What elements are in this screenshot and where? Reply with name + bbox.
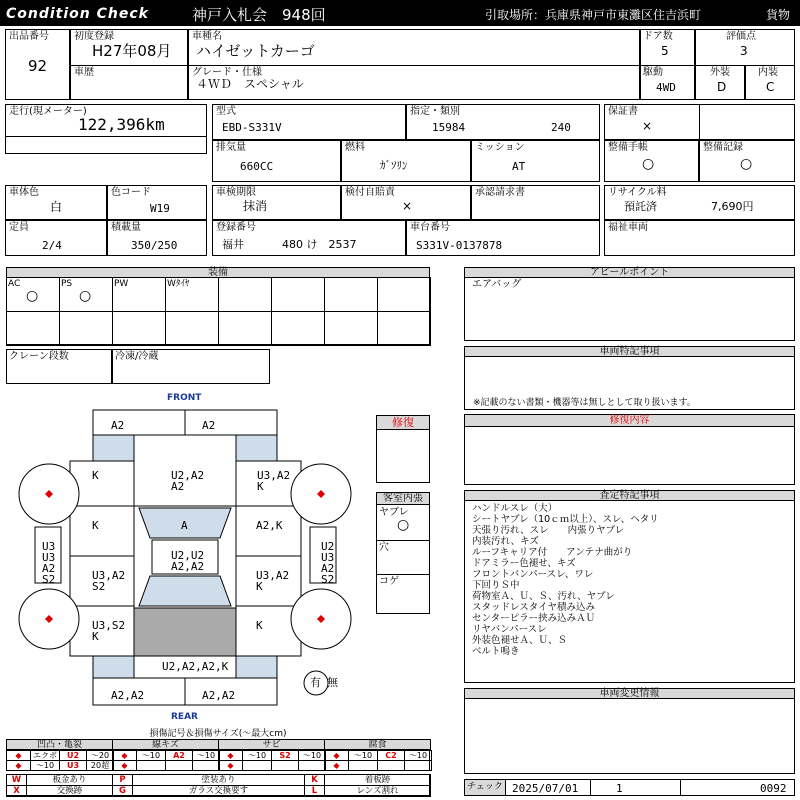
cabin-hole-label: 穴: [379, 542, 389, 553]
capacity-label: 定員: [9, 222, 29, 233]
warranty-value: ×: [642, 119, 653, 133]
score-value: 3: [740, 44, 748, 58]
grade-value: ４ＷＤ スペシャル: [196, 77, 304, 91]
auction-name: 神戸入札会 948回: [192, 6, 326, 24]
legend-cell: C2: [377, 750, 405, 761]
legend-group-header: サビ: [218, 739, 325, 750]
type-label: 型式: [216, 106, 236, 117]
mark-left-door: K: [92, 519, 99, 532]
legend-cell: ～10: [348, 750, 378, 761]
legend-cell: ◆: [6, 750, 31, 761]
spare-tire-present: 有: [310, 676, 321, 689]
legend-cell: ◆: [6, 760, 31, 771]
mark-bottom-left: A2,A2: [111, 689, 145, 702]
ext-value: D: [717, 80, 727, 94]
inspect-line: ドアミラー色褪せ、キズ: [472, 558, 576, 569]
fuel-label: 燃料: [345, 142, 365, 153]
repair-detail-header: 修復内容: [464, 414, 795, 427]
legend-cell: U3: [59, 760, 87, 771]
legend-pair-cell: レンズ割れ: [324, 785, 431, 797]
legend-pair-cell: 着板跡: [324, 774, 431, 786]
mark-windshield: A: [181, 519, 188, 532]
cabin-header: 客室内張: [376, 492, 430, 505]
mission-label: ミッション: [475, 142, 525, 153]
first-reg-label: 初度登録: [74, 31, 114, 42]
inspection-value: 抹消: [243, 199, 268, 213]
ext-label: 外装: [710, 67, 730, 78]
legend-cell: ～10: [30, 760, 60, 771]
inspection-label: 車検期限: [216, 187, 256, 198]
crane-label: クレーン段数: [9, 351, 69, 362]
legend-cell: A2: [165, 750, 193, 761]
mark-left-rear: U3,S2 K: [92, 619, 126, 643]
legend-cell: ◆: [324, 750, 349, 761]
legend-pair-cell: 板金あり: [26, 774, 113, 786]
inspect-line: センターピラー挟み込みＡＵ: [472, 613, 596, 624]
classification-value: 240: [551, 121, 571, 134]
mark-top-right: A2: [202, 419, 216, 432]
mark-front-right: U3,A2 K: [257, 469, 291, 493]
mark-roof: U2,U2 A2,A2: [171, 549, 205, 573]
inspect-line: リヤバンパースレ: [472, 624, 547, 635]
vehicle-category: 貨物: [766, 8, 791, 22]
score-label: 評価点: [726, 31, 756, 42]
appeal-header: アピールポイント: [464, 267, 795, 278]
int-label: 内装: [758, 67, 778, 78]
inspect-line: ルーフキャリア付 アンテナ曲がり: [472, 547, 633, 558]
check-label: チェック: [464, 779, 506, 796]
legend-cell: [271, 760, 299, 771]
legend-pair-cell: 塗装あり: [132, 774, 305, 786]
recycle-label: リサイクル料: [608, 187, 667, 198]
legend-cell: ◆: [218, 760, 243, 771]
cabin-burn-label: コゲ: [379, 576, 399, 587]
disp-label: 排気量: [216, 142, 246, 153]
legend-cell: ～10: [298, 750, 326, 761]
cabin-divider-2: [376, 574, 430, 575]
mark-bottom-right: A2,A2: [202, 689, 236, 702]
legend-cell: ～20: [86, 750, 114, 761]
legend-cell: ◆: [112, 760, 137, 771]
mark-left-strip: U3 U3 A2 S2: [42, 540, 56, 586]
doors-label: ドア数: [643, 31, 673, 42]
mark-front-left: K: [92, 469, 99, 482]
cabin-divider-1: [376, 540, 430, 541]
inspect-line: 下回りＳ中: [472, 580, 520, 591]
mission-value: AT: [512, 160, 526, 173]
legend-cell: ◆: [324, 760, 349, 771]
change-header: 車両変更情報: [464, 688, 795, 699]
grade-label: グレード・仕様: [192, 67, 262, 78]
service-value: ○: [642, 156, 655, 172]
plate-area: 福井: [222, 238, 244, 251]
legend-title: 損傷記号＆損傷サイズ(～最大cm): [149, 729, 287, 739]
legend-pair-cell: P: [112, 774, 133, 786]
load-label: 積載量: [111, 222, 141, 233]
color-code-label: 色コード: [111, 187, 151, 198]
record-value: ○: [740, 156, 753, 172]
legend-cell: ◆: [218, 750, 243, 761]
check-code: 0092: [760, 782, 787, 795]
inspect-header: 査定特記事項: [464, 490, 795, 501]
recycle-status: 預託済: [624, 200, 657, 213]
plate-label: 登録番号: [216, 222, 256, 233]
equip-ac-mark: ○: [26, 288, 39, 304]
fuel-value: ｶﾞｿﾘﾝ: [380, 159, 408, 172]
capacity-value: 2/4: [42, 239, 62, 252]
appeal-text: エアバッグ: [472, 279, 522, 290]
mileage-value: 122,396km: [78, 115, 165, 134]
drive-value: 4WD: [656, 81, 676, 94]
equip-ps-mark: ○: [79, 288, 92, 304]
repair-detail-box: [464, 426, 795, 485]
liability-label: 検付自賠責: [345, 187, 395, 198]
inspect-line: フロントバンパースレ、ワレ: [472, 569, 594, 580]
legend-group-header: 線キズ: [112, 739, 219, 750]
mark-right-rear: K: [256, 619, 263, 632]
equipment-header: 装備: [6, 267, 430, 278]
load-value: 350/250: [131, 239, 178, 252]
front-label: FRONT: [167, 393, 202, 403]
legend-cell: S2: [271, 750, 299, 761]
footer-div-2: [680, 779, 681, 796]
doors-value: 5: [661, 44, 669, 58]
legend-cell: [298, 760, 326, 771]
record-label: 整備記録: [703, 142, 743, 153]
color-value: 白: [50, 200, 63, 214]
mark-rear-panel: U2,A2,A2,K: [162, 660, 229, 673]
equip-wtire-label: Wﾀｲﾔ: [167, 279, 190, 289]
recycle-fee: 7,690円: [711, 200, 754, 213]
repair-header: 修復: [376, 415, 430, 430]
legend-pair-cell: ガラス交換要す: [132, 785, 305, 797]
change-box: [464, 698, 795, 774]
legend-pair-cell: W: [6, 774, 27, 786]
legend-cell: [192, 760, 220, 771]
rear-label: REAR: [171, 712, 198, 722]
legend-pair-cell: G: [112, 785, 133, 797]
inspect-line: ベルト鳴き: [472, 646, 520, 657]
mark-right-door: A2,K: [256, 519, 283, 532]
first-reg-value: H27年08月: [92, 42, 172, 60]
drive-label: 駆動: [643, 67, 663, 78]
legend-cell: ◆: [112, 750, 137, 761]
lot-label: 出品番号: [9, 31, 49, 42]
legend-pair-cell: X: [6, 785, 27, 797]
mark-right-strip: U2 U3 A2 S2: [321, 540, 335, 586]
history-label: 車歴: [74, 67, 94, 78]
legend-cell: U2: [59, 750, 87, 761]
model-value: ハイゼットカーゴ: [196, 42, 315, 60]
inspect-line: 内装汚れ、キズ: [472, 536, 539, 547]
color-code-value: W19: [150, 202, 170, 215]
equip-ac-label: AC: [8, 279, 21, 289]
notes-footer: ※記載のない書類・機器等は無しとして取り扱います。: [473, 398, 696, 408]
liability-value: ×: [402, 199, 413, 213]
check-date: 2025/07/01: [512, 782, 579, 795]
legend-group-header: 凹凸・亀裂: [6, 739, 113, 750]
legend-pair-cell: 交換跡: [26, 785, 113, 797]
legend-cell: [348, 760, 378, 771]
pickup-location: 引取場所：兵庫県神戸市東灘区住吉浜町: [485, 8, 702, 22]
inspect-line: スタッドレスタイヤ積み込み: [472, 602, 596, 613]
chassis-label: 車台番号: [410, 222, 450, 233]
mark-hood: U2,A2 A2: [171, 469, 205, 493]
legend-cell: ～10: [404, 750, 432, 761]
equip-pw-label: PW: [114, 279, 129, 289]
legend-group-header: 腐食: [324, 739, 431, 750]
cabin-tear-label: ヤブレ: [379, 507, 409, 518]
mileage-label: 走行(現メーター): [9, 106, 87, 117]
notes-header: 車両特記事項: [464, 346, 795, 357]
type-value: EBD-S331V: [222, 121, 282, 134]
welfare-label: 福祉車両: [608, 222, 648, 233]
legend-cell: [404, 760, 432, 771]
inspect-line: シートヤブレ（10ｃｍ以上）、スレ、ヘタリ: [472, 514, 659, 525]
designation-label: 指定・類別: [410, 106, 460, 117]
legend-cell: [136, 760, 166, 771]
legend-cell: エクボ: [30, 750, 60, 761]
legend-cell: ～10: [242, 750, 272, 761]
service-label: 整備手帳: [608, 142, 648, 153]
inspect-lines: [472, 503, 659, 657]
plate-number: 480 け 2537: [282, 238, 357, 251]
disp-value: 660CC: [240, 160, 274, 173]
header-title: Condition Check: [6, 6, 149, 22]
freezer-label: 冷凍/冷蔵: [115, 351, 159, 362]
footer-div-1: [590, 779, 591, 796]
legend-cell: [242, 760, 272, 771]
inspect-line: 外装色褪せＡ、Ｕ、Ｓ: [472, 635, 568, 646]
int-value: C: [766, 80, 775, 94]
legend-cell: ～10: [136, 750, 166, 761]
check-num: 1: [616, 782, 623, 795]
color-label: 車体色: [9, 187, 39, 198]
spare-tire-none: 無: [327, 676, 338, 689]
legend-pair-cell: K: [304, 774, 325, 786]
inspect-line: ハンドルスレ（大）: [472, 503, 558, 514]
model-label: 車種名: [192, 31, 222, 42]
approval-label: 承認請求書: [475, 187, 525, 198]
warranty-label: 保証書: [608, 106, 638, 117]
legend-cell: ～10: [192, 750, 220, 761]
legend-cell: [377, 760, 405, 771]
chassis-value: S331V-0137878: [416, 239, 503, 252]
lot-number: 92: [28, 57, 48, 75]
mark-top-left: A2: [111, 419, 125, 432]
designation-value: 15984: [432, 121, 466, 134]
inspect-line: 荷物室Ａ、Ｕ、Ｓ、汚れ、ヤブレ: [472, 591, 615, 602]
legend-pair-cell: L: [304, 785, 325, 797]
inspect-line: 天張り汚れ、スレ 内張りヤブレ: [472, 525, 625, 536]
cabin-tear-mark: ○: [397, 517, 410, 533]
mark-right-mid: U3,A2 K: [256, 569, 290, 593]
mark-left-mid: U3,A2 S2: [92, 569, 126, 593]
legend-cell: 20超: [86, 760, 114, 771]
legend-cell: [165, 760, 193, 771]
equip-ps-label: PS: [61, 279, 73, 289]
